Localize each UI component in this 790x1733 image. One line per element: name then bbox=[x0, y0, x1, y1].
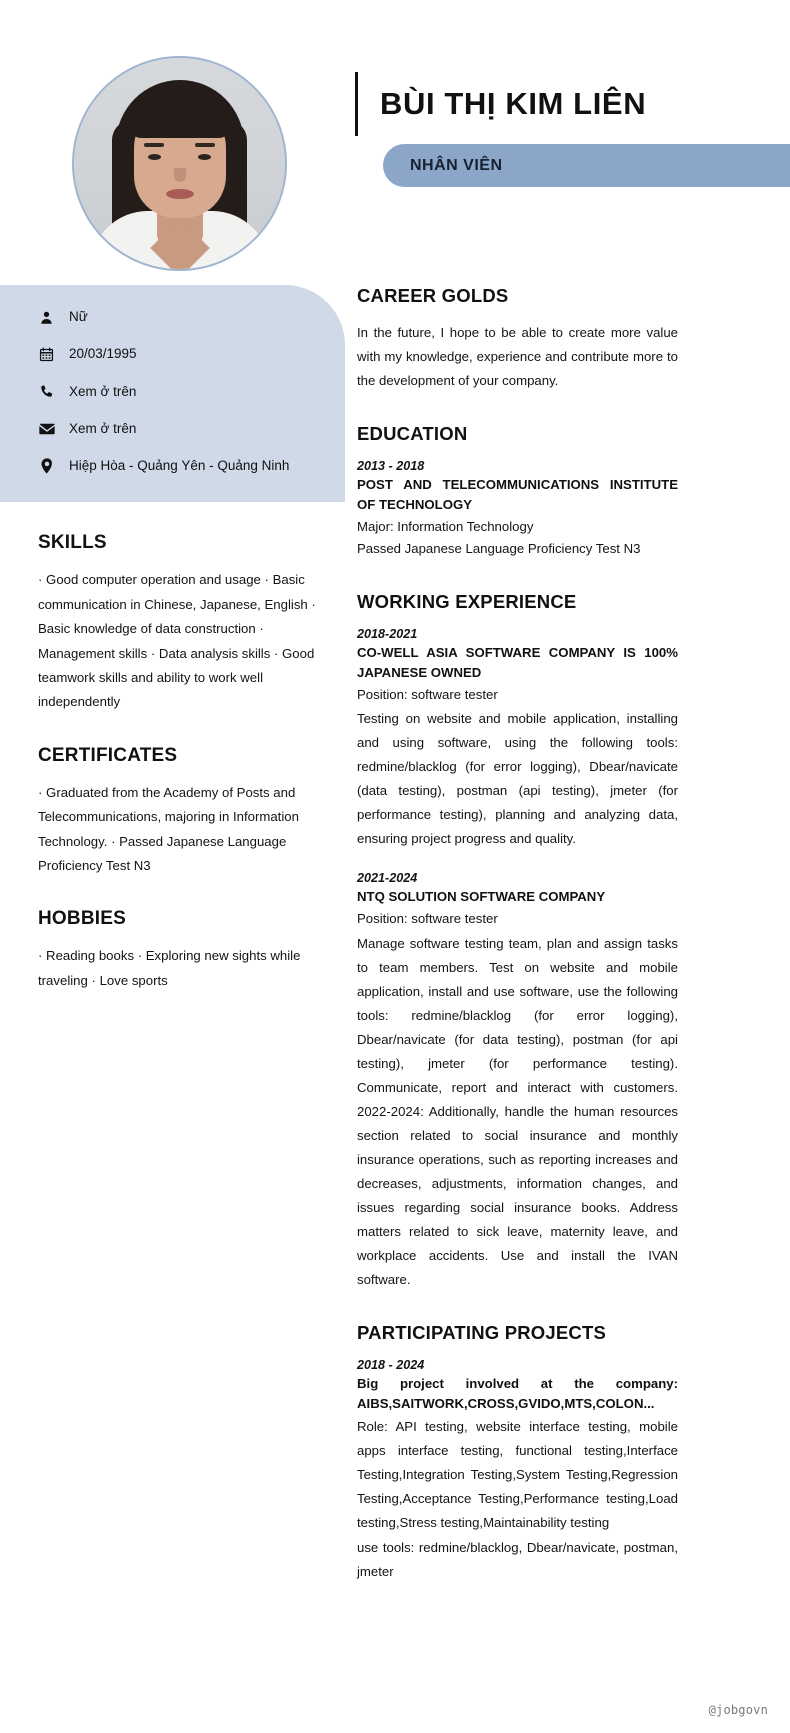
left-sections bbox=[0, 532, 345, 993]
participating-projects-heading: PARTICIPATING PROJECTS bbox=[357, 1322, 607, 1344]
skills-heading: SKILLS bbox=[38, 532, 107, 554]
avatar-nose bbox=[174, 168, 186, 182]
avatar bbox=[72, 56, 287, 271]
watermark: @jobgovn bbox=[708, 1703, 768, 1717]
avatar-eye-right bbox=[198, 154, 211, 160]
education-entry-date: 2013 - 2018 bbox=[357, 459, 425, 474]
location-icon bbox=[38, 457, 55, 475]
email-icon bbox=[38, 420, 55, 438]
education-entry-org: POST AND TELECOMMUNICATIONS INSTITUTE OF TECHNOLOGY bbox=[357, 477, 678, 512]
education-entry bbox=[357, 459, 678, 561]
experience-entry-date: 2021-2024 bbox=[357, 871, 418, 886]
certificates-heading: CERTIFICATES bbox=[38, 744, 178, 766]
right-column bbox=[345, 285, 790, 1606]
job-title: NHÂN VIÊN bbox=[410, 156, 503, 174]
calendar-icon bbox=[38, 345, 55, 363]
contact-value-address: Hiệp Hòa - Quảng Yên - Quảng Ninh bbox=[69, 458, 290, 473]
avatar-brow-left bbox=[144, 143, 164, 147]
avatar-brow-right bbox=[195, 143, 215, 147]
career-goals-section bbox=[357, 285, 678, 393]
project-entry-org: Big project involved at the company: AIBS,SAITWORK,CROSS,GVIDO,MTS,COLON... bbox=[357, 1376, 678, 1411]
name-divider-rule bbox=[355, 72, 358, 136]
contact-item-email bbox=[38, 419, 319, 439]
experience-entry-date: 2018-2021 bbox=[357, 627, 418, 642]
hobbies-heading: HOBBIES bbox=[38, 908, 126, 930]
experience-entry bbox=[357, 627, 678, 851]
project-entry-tools: use tools: redmine/blacklog, Dbear/navicate, postman, jmeter bbox=[357, 1539, 678, 1579]
hobbies-body: · Reading books · Exploring new sights while traveling · Love sports bbox=[38, 948, 301, 988]
contact-item-gender bbox=[38, 307, 319, 327]
experience-entry-position: Position: software tester bbox=[357, 911, 498, 927]
project-entry-date: 2018 - 2024 bbox=[357, 1358, 425, 1373]
contact-panel bbox=[0, 285, 345, 502]
hobbies-section bbox=[38, 908, 319, 993]
contact-item-address bbox=[38, 456, 319, 476]
phone-icon bbox=[38, 383, 55, 401]
education-entry-certificate: Passed Japanese Language Proficiency Test N3 bbox=[357, 541, 641, 557]
resume-header bbox=[0, 0, 790, 285]
career-goals-body: In the future, I hope to be able to create more value with my knowledge, experience and contribute more to the development of your company. bbox=[357, 325, 678, 389]
working-experience-heading: WORKING EXPERIENCE bbox=[357, 591, 577, 613]
skills-body: · Good computer operation and usage · Basic communication in Chinese, Japanese, English · Basic knowledge of data construction · Management skills · Data analysis skills · Good teamwork skills and ability to work well independently bbox=[38, 572, 316, 710]
skills-section bbox=[38, 532, 319, 715]
left-column bbox=[0, 285, 345, 993]
contact-item-birthdate bbox=[38, 344, 319, 364]
experience-entry bbox=[357, 871, 678, 1292]
education-section bbox=[357, 423, 678, 561]
avatar-fringe bbox=[127, 98, 233, 138]
career-goals-heading: CAREER GOLDS bbox=[357, 285, 509, 306]
project-entry bbox=[357, 1358, 678, 1584]
bottom-spacer bbox=[0, 1606, 790, 1676]
certificates-section bbox=[38, 745, 319, 879]
education-heading: EDUCATION bbox=[357, 423, 468, 445]
education-entry-major: Major: Information Technology bbox=[357, 518, 534, 534]
experience-entry-description: Testing on website and mobile application, installing and using software, using the following tools: redmine/blacklog (for error logging), Dbear/navicate (data testing), postman (api testing), jmeter (for performance testing), planning and analyzing data, ensuring project progress and quality. bbox=[357, 711, 678, 847]
experience-entry-position: Position: software tester bbox=[357, 686, 498, 702]
experience-entry-org: NTQ SOLUTION SOFTWARE COMPANY bbox=[357, 889, 606, 905]
person-icon bbox=[38, 308, 55, 326]
name-row bbox=[352, 72, 790, 136]
avatar-mouth bbox=[166, 189, 194, 199]
experience-entry-org: CO-WELL ASIA SOFTWARE COMPANY IS 100% JAPANESE OWNED bbox=[357, 645, 678, 680]
resume-body bbox=[0, 285, 790, 1606]
avatar-ring bbox=[72, 56, 287, 271]
contact-value-phone: Xem ở trên bbox=[69, 383, 137, 399]
contact-value-birthdate: 20/03/1995 bbox=[69, 346, 137, 362]
candidate-name: BÙI THỊ KIM LIÊN bbox=[380, 85, 647, 121]
name-block bbox=[352, 72, 790, 174]
project-entry-role: Role: API testing, website interface testing, mobile apps interface testing, functional testing,Interface Testing,Integration Testing,System Testing,Regression Testing,Acceptance Testing,Performance testing,Load testing,Stress testing,Maintainability testing bbox=[357, 1418, 678, 1530]
participating-projects-section bbox=[357, 1322, 678, 1584]
avatar-eye-left bbox=[148, 154, 161, 160]
contact-value-gender: Nữ bbox=[69, 309, 88, 324]
certificates-body: · Graduated from the Academy of Posts and Telecommunications, majoring in Information Technology. · Passed Japanese Language Proficiency Test N3 bbox=[38, 784, 299, 874]
contact-value-email: Xem ở trên bbox=[69, 420, 137, 436]
working-experience-section bbox=[357, 591, 678, 1292]
contact-item-phone bbox=[38, 382, 319, 402]
experience-entry-description: Manage software testing team, plan and assign tasks to team members. Test on website and mobile application, install and use software, use the following tools: redmine/blacklog (for error logging), Dbear/navicate (for data testing), postman (for api testing), jmeter (for performance testing). Communicate, report and interact with customers. 2022-2024: Additionally, handle the human resources section related to social insurance and monthly insurance operations, such as reporting increases and decreases, adjustments, information changes, and issues regarding social insurance books. Address matters related to sick leave, maternity leave, and workplace accidents. Use and install the IVAN software. bbox=[357, 935, 678, 1288]
job-title-pill bbox=[383, 144, 723, 187]
